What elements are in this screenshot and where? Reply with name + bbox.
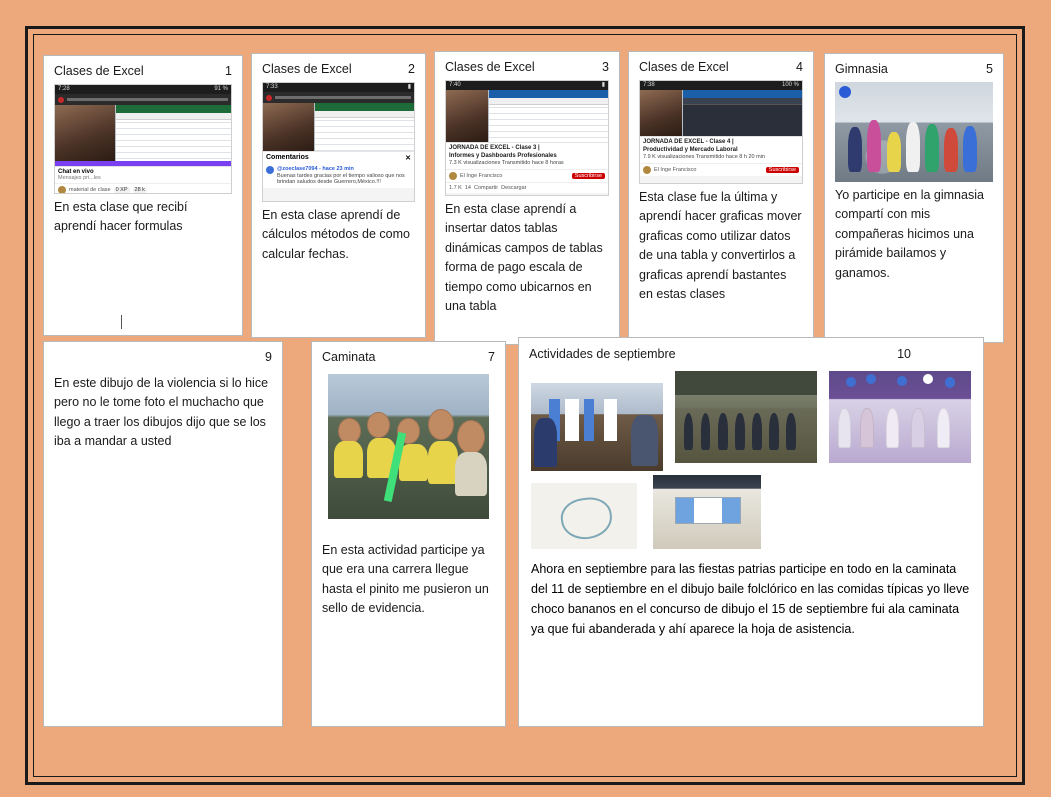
- typical-food-table-photo: [829, 371, 971, 463]
- card-text: Yo participe en la gimnasia compartí con mis compañeras hicimos una pirámide bailamos y ganamos.: [835, 188, 984, 280]
- card-title: Clases de Excel: [262, 62, 352, 76]
- avatar: [449, 172, 457, 180]
- live-chat-title: Chat en vivo: [58, 169, 94, 175]
- excel-title-bar: [489, 90, 608, 98]
- chat-xp-chip: 0 XP: [115, 187, 128, 193]
- status-battery: 100 %: [781, 82, 799, 88]
- text-cursor: [121, 315, 122, 329]
- comment-author: @zoeclase7094 - hace 23 min: [277, 166, 354, 172]
- channel-name: El Inge Francisco: [654, 166, 697, 173]
- excel-ribbon: [489, 98, 608, 105]
- excel-title-bar: [683, 90, 802, 98]
- card-number: 5: [986, 62, 993, 76]
- card-title: Caminata: [322, 350, 376, 364]
- card-text: En este dibujo de la violencia si lo hice pero no le tome foto el muchacho que llego a traer los dibujos dijo que se los iba a mandar a usted: [54, 376, 269, 449]
- comment-item: [263, 164, 414, 188]
- card-number: 3: [602, 60, 609, 74]
- video-frame: [55, 105, 231, 161]
- presenter-camera: [263, 103, 314, 151]
- progress-bar: [275, 96, 411, 99]
- phone-status-bar: [446, 81, 608, 90]
- excel-spreadsheet: [314, 103, 414, 151]
- phone-status-bar: [55, 85, 231, 94]
- card-title: Gimnasia: [835, 62, 888, 76]
- drawing-contest-photo: [531, 483, 637, 549]
- card-title: Actividades de septiembre: [529, 347, 676, 361]
- card-caminata-7[interactable]: [311, 341, 506, 727]
- live-chat-subtitle: Mensajes pri...les: [58, 175, 101, 181]
- card-header: [312, 342, 505, 366]
- card-header: [44, 342, 282, 366]
- card-text: En esta clase aprendí a insertar datos tablas dinámicas campos de tablas forma de pago escala de tiempo como ubicarnos en una tabla: [445, 202, 603, 313]
- phone-status-bar: [263, 83, 414, 92]
- video-subtitle: Informes y Dashboards Profesionales: [449, 152, 557, 159]
- status-icons: ▮: [407, 84, 411, 90]
- excel-ribbon: [315, 111, 414, 118]
- guatemala-flag-drawing-photo: [653, 475, 761, 549]
- video-title: JORNADA DE EXCEL - Clase 3 |: [449, 145, 540, 151]
- excel-spreadsheet: [115, 105, 231, 161]
- video-actions-row: [446, 182, 608, 193]
- september-photo-grid: [519, 363, 983, 549]
- card-text: Ahora en septiembre para las fiestas patrias participe en todo en la caminata del 11 de septiembre en el dibujo baile folclórico en las comidas típicas yo lleve choco bananos en el concurso de dibujo el 15 de septiembre fui ala caminata ya que fui abanderada y ahí aparece la hoja de asistencia.: [531, 562, 970, 636]
- card-text: En esta clase aprendí de cálculos métodos de como calcular fechas.: [262, 208, 410, 261]
- app-badge-icon: [839, 86, 851, 98]
- excel-class-screenshot-2: [262, 82, 415, 202]
- card-title: Clases de Excel: [445, 60, 535, 74]
- excel-ribbon: [116, 113, 231, 120]
- comment-text: Buenas tardes gracias por el tiempo valioso que nos brindan saludos desde Guerrero,México.!!!: [277, 172, 405, 186]
- card-gimnasia-5[interactable]: [824, 53, 1004, 343]
- live-chat-bar: [55, 166, 231, 183]
- card-number: 10: [897, 347, 911, 361]
- excel-spreadsheet: [682, 90, 802, 136]
- avatar: [266, 166, 274, 174]
- flag-bearers-photo: [531, 383, 663, 471]
- gymnastics-photo: [835, 82, 993, 182]
- document-page: [25, 26, 1025, 785]
- status-time: 7:33: [266, 84, 278, 90]
- share-button[interactable]: Compartir: [473, 184, 499, 191]
- card-title: Clases de Excel: [54, 64, 144, 78]
- progress-bar: [67, 98, 228, 101]
- card-actividades-septiembre-10[interactable]: [518, 337, 984, 727]
- card-clases-de-excel-3[interactable]: [434, 51, 620, 345]
- channel-row: [446, 169, 608, 182]
- card-header: [629, 52, 813, 76]
- phone-status-bar: [640, 81, 802, 90]
- card-number: 4: [796, 60, 803, 74]
- comments-title: Comentarios: [266, 154, 309, 161]
- channel-name: El Inge Francisco: [460, 172, 503, 179]
- status-icons: ▮: [601, 82, 605, 88]
- status-time: 7:38: [643, 82, 655, 88]
- presenter-camera: [55, 105, 115, 161]
- subscribe-button[interactable]: Suscribirse: [572, 173, 605, 179]
- excel-class-screenshot-4: [639, 80, 803, 184]
- card-header: [519, 338, 983, 363]
- excel-spreadsheet: [488, 90, 608, 142]
- card-title: Clases de Excel: [639, 60, 729, 74]
- live-chat-meta-row: [55, 183, 231, 194]
- avatar: [58, 186, 66, 194]
- video-caption: [446, 142, 608, 169]
- card-clases-de-excel-1[interactable]: [43, 55, 243, 336]
- excel-class-screenshot-3: [445, 80, 609, 196]
- presenter-camera: [446, 90, 488, 142]
- channel-row: [640, 163, 802, 176]
- video-title: JORNADA DE EXCEL - Clase 4 |: [643, 139, 734, 145]
- card-header: [44, 56, 242, 80]
- card-header: [825, 54, 1003, 78]
- comments-header: [263, 151, 414, 164]
- excel-title-bar: [315, 103, 414, 111]
- status-time: 7:28: [58, 86, 70, 92]
- close-icon[interactable]: ✕: [405, 155, 411, 162]
- video-frame: [640, 90, 802, 136]
- video-caption: [640, 136, 802, 163]
- video-meta: 7.9 K visualizaciones Transmitido hace 8 h 20 min: [643, 154, 765, 160]
- chat-views-chip: 28 k: [134, 187, 145, 193]
- record-dot-icon: [58, 97, 64, 103]
- comment-count[interactable]: 14: [464, 184, 471, 191]
- card-header: [435, 52, 619, 76]
- status-battery: 91 %: [214, 86, 228, 92]
- download-button[interactable]: Descargar: [501, 184, 527, 191]
- excel-class-screenshot-1: [54, 84, 232, 194]
- video-toolbar: [263, 92, 414, 103]
- avatar: [643, 166, 651, 174]
- video-toolbar: [55, 94, 231, 105]
- card-text: Esta clase fue la última y aprendí hacer graficas mover graficas como utilizar datos de una tabla y convertirlos a graficas aprendí bastantes en estas clases: [639, 190, 802, 301]
- card-dibujo-violencia-9[interactable]: [43, 341, 283, 727]
- video-subtitle: Productividad y Mercado Laboral: [643, 146, 738, 153]
- record-dot-icon: [266, 95, 272, 101]
- video-meta: 7.3 K visualizaciones Transmitido hace 8 horas: [449, 160, 564, 166]
- card-text: En esta actividad participe ya que era una carrera llegue hasta el pinito me pusieron un sello de evidencia.: [322, 543, 489, 616]
- excel-title-bar: [116, 105, 231, 113]
- walk-photo: [328, 374, 489, 519]
- card-clases-de-excel-4[interactable]: [628, 51, 814, 345]
- chat-material-label: material de clase: [69, 187, 111, 193]
- card-number: 1: [225, 64, 232, 78]
- card-number: 9: [265, 350, 272, 364]
- like-count[interactable]: 1.7 K: [449, 184, 462, 191]
- presenter-camera: [640, 90, 682, 136]
- card-header: [252, 54, 425, 78]
- subscribe-button[interactable]: Suscribirse: [766, 167, 799, 173]
- card-clases-de-excel-2[interactable]: [251, 53, 426, 338]
- card-number: 7: [488, 350, 495, 364]
- card-text: En esta clase que recibí aprendí hacer formulas: [54, 200, 188, 234]
- school-group-photo: [675, 371, 817, 463]
- video-frame: [446, 90, 608, 142]
- status-time: 7:40: [449, 82, 461, 88]
- video-frame: [263, 103, 414, 151]
- excel-ribbon: [683, 98, 802, 105]
- card-number: 2: [408, 62, 415, 76]
